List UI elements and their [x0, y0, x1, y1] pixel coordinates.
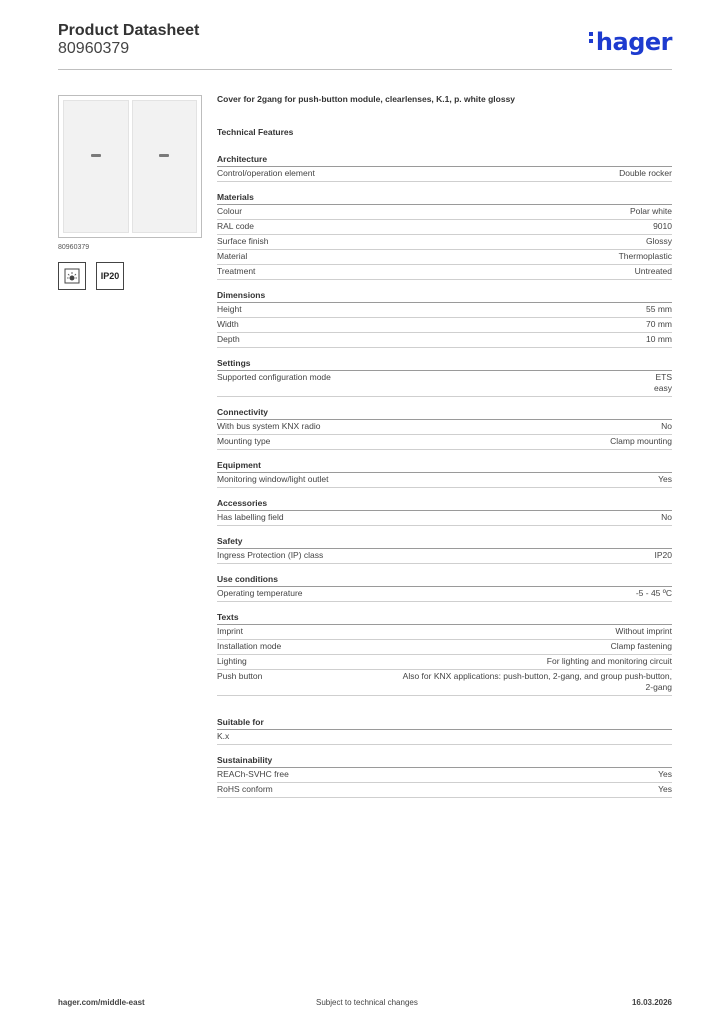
feature-value: Yes — [658, 474, 672, 484]
feature-value: Yes — [658, 769, 672, 779]
feature-row — [217, 511, 672, 526]
section-title: Architecture — [217, 153, 672, 167]
feature-value: 10 mm — [646, 334, 672, 344]
section-title: Dimensions — [217, 289, 672, 303]
section-title: Equipment — [217, 459, 672, 473]
feature-label: Mounting type — [217, 436, 271, 446]
feature-row — [217, 435, 672, 450]
feature-row — [217, 549, 672, 564]
feature-value: Clamp fastening — [610, 641, 672, 651]
section-connectivity — [217, 406, 672, 450]
feature-row — [217, 587, 672, 602]
feature-value: No — [661, 512, 672, 522]
section-title: Connectivity — [217, 406, 672, 420]
hager-logo — [589, 28, 672, 56]
section-materials — [217, 191, 672, 280]
feature-label: Ingress Protection (IP) class — [217, 550, 324, 560]
feature-label: Surface finish — [217, 236, 269, 246]
feature-label: Imprint — [217, 626, 243, 636]
section-settings — [217, 357, 672, 397]
section-title: Accessories — [217, 497, 672, 511]
product-code: 80960379 — [58, 40, 130, 57]
section-safety — [217, 535, 672, 564]
feature-label: Supported configuration mode — [217, 372, 331, 382]
feature-label: Push button — [217, 671, 263, 681]
feature-value: IP20 — [654, 550, 672, 560]
ip-badge: IP20 — [96, 262, 124, 290]
feature-row — [217, 265, 672, 280]
feature-row — [217, 235, 672, 250]
footer-date: 16.03.2026 — [631, 998, 672, 1007]
feature-row — [217, 303, 672, 318]
feature-label: Colour — [217, 206, 243, 216]
feature-row — [217, 318, 672, 333]
feature-row — [217, 167, 672, 182]
feature-label: Installation mode — [217, 641, 282, 651]
feature-label: Depth — [217, 334, 240, 344]
feature-label: Monitoring window/light outlet — [217, 474, 329, 484]
document-title: Product Datasheet — [58, 22, 200, 39]
feature-value: Glossy — [646, 236, 672, 246]
feature-row — [217, 250, 672, 265]
feature-row — [217, 420, 672, 435]
lens-icon — [159, 154, 169, 157]
feature-value: Thermoplastic — [618, 251, 672, 261]
product-image — [58, 95, 202, 238]
feature-value: ETS easy — [654, 372, 672, 393]
section-title: Use conditions — [217, 573, 672, 587]
footer-notice: Subject to technical changes — [316, 998, 418, 1007]
feature-value: Double rocker — [619, 168, 672, 178]
section-title: Materials — [217, 191, 672, 205]
feature-row — [217, 220, 672, 235]
badges — [58, 262, 124, 290]
feature-value: Untreated — [634, 266, 672, 276]
feature-value: 55 mm — [646, 304, 672, 314]
section-title: Settings — [217, 357, 672, 371]
lens-icon — [91, 154, 101, 157]
feature-label: Operating temperature — [217, 588, 303, 598]
feature-label: REACh-SVHC free — [217, 769, 289, 779]
image-caption: 80960379 — [58, 244, 90, 251]
feature-row — [217, 640, 672, 655]
section-title: Suitable for — [217, 716, 672, 730]
feature-row — [217, 768, 672, 783]
logo-dots-icon — [589, 32, 594, 46]
section-use-conditions — [217, 573, 672, 602]
section-title: Texts — [217, 611, 672, 625]
lamp-icon — [58, 262, 86, 290]
feature-value: Yes — [658, 784, 672, 794]
feature-value: Without imprint — [615, 626, 672, 636]
feature-sections — [217, 153, 672, 798]
page-header — [58, 22, 672, 70]
feature-value: Polar white — [629, 206, 672, 216]
section-dimensions — [217, 289, 672, 348]
section-accessories — [217, 497, 672, 526]
logo-text: hager — [595, 28, 672, 56]
feature-label: With bus system KNX radio — [217, 421, 321, 431]
feature-row — [217, 205, 672, 220]
feature-value: 70 mm — [646, 319, 672, 329]
technical-content — [217, 94, 672, 807]
section-title: Safety — [217, 535, 672, 549]
feature-row — [217, 730, 672, 745]
product-name: Cover for 2gang for push-button module, clearlenses, K.1, p. white glossy — [217, 94, 516, 104]
feature-label: RoHS conform — [217, 784, 273, 794]
rocker-left — [63, 100, 129, 233]
feature-value: No — [661, 421, 672, 431]
feature-value: -5 - 45 ºC — [635, 588, 672, 598]
feature-value: Also for KNX applications: push-button, 2-gang, and group push-button, 2-gang — [402, 671, 672, 692]
feature-label: Treatment — [217, 266, 256, 276]
section-texts — [217, 611, 672, 696]
feature-label: Has labelling field — [217, 512, 284, 522]
feature-row — [217, 371, 672, 397]
feature-label: K.x — [217, 731, 230, 741]
feature-label: RAL code — [217, 221, 255, 231]
technical-features-title: Technical Features — [217, 127, 294, 137]
feature-label: Lighting — [217, 656, 247, 666]
feature-value: Clamp mounting — [610, 436, 672, 446]
feature-row — [217, 473, 672, 488]
section-equipment — [217, 459, 672, 488]
section-sustainability — [217, 754, 672, 798]
feature-label: Width — [217, 319, 239, 329]
feature-label: Material — [217, 251, 248, 261]
feature-row — [217, 333, 672, 348]
feature-label: Control/operation element — [217, 168, 315, 178]
feature-row — [217, 783, 672, 798]
footer-website: hager.com/middle-east — [58, 998, 145, 1007]
feature-label: Height — [217, 304, 242, 314]
feature-row — [217, 625, 672, 640]
section-title: Sustainability — [217, 754, 672, 768]
feature-row — [217, 655, 672, 670]
rocker-right — [132, 100, 198, 233]
feature-value: For lighting and monitoring circuit — [546, 656, 672, 666]
section-architecture — [217, 153, 672, 182]
feature-row — [217, 670, 672, 696]
feature-value: 9010 — [653, 221, 672, 231]
section-suitable-for — [217, 716, 672, 745]
